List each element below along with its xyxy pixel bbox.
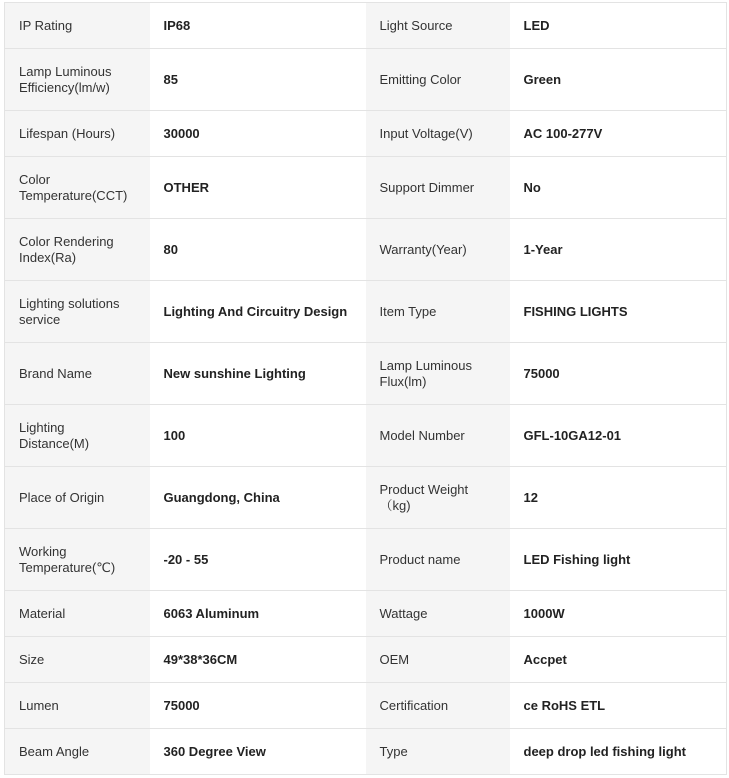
- table-row: [5, 219, 727, 281]
- spec-label: Lamp Luminous Flux(lm): [366, 343, 510, 405]
- spec-label: Size: [5, 637, 150, 683]
- spec-value: 1000W: [510, 591, 727, 637]
- spec-value: 85: [150, 49, 366, 111]
- spec-label: Lamp Luminous Efficiency(lm/w): [5, 49, 150, 111]
- spec-table: [4, 2, 727, 775]
- spec-value: No: [510, 157, 727, 219]
- spec-label: Product Weight（kg): [366, 467, 510, 529]
- spec-label: Warranty(Year): [366, 219, 510, 281]
- spec-value: -20 - 55: [150, 529, 366, 591]
- spec-value: AC 100-277V: [510, 111, 727, 157]
- spec-value: Lighting And Circuitry Design: [150, 281, 366, 343]
- table-row: [5, 3, 727, 49]
- table-row: [5, 637, 727, 683]
- spec-label: Certification: [366, 683, 510, 729]
- spec-label: Model Number: [366, 405, 510, 467]
- spec-label: Emitting Color: [366, 49, 510, 111]
- table-row: [5, 591, 727, 637]
- spec-value: Accpet: [510, 637, 727, 683]
- spec-value: ce RoHS ETL: [510, 683, 727, 729]
- spec-label: Lighting solutions service: [5, 281, 150, 343]
- spec-label: Wattage: [366, 591, 510, 637]
- spec-value: deep drop led fishing light: [510, 729, 727, 775]
- table-row: [5, 683, 727, 729]
- spec-label: Color Rendering Index(Ra): [5, 219, 150, 281]
- spec-value: 12: [510, 467, 727, 529]
- spec-label: Product name: [366, 529, 510, 591]
- table-row: [5, 405, 727, 467]
- spec-value: OTHER: [150, 157, 366, 219]
- spec-value: 75000: [150, 683, 366, 729]
- table-row: [5, 529, 727, 591]
- spec-value: 75000: [510, 343, 727, 405]
- spec-value: 1-Year: [510, 219, 727, 281]
- spec-value: Guangdong, China: [150, 467, 366, 529]
- spec-label: OEM: [366, 637, 510, 683]
- spec-value: 80: [150, 219, 366, 281]
- spec-value: New sunshine Lighting: [150, 343, 366, 405]
- spec-label: Light Source: [366, 3, 510, 49]
- spec-label: Color Temperature(CCT): [5, 157, 150, 219]
- spec-value: 6063 Aluminum: [150, 591, 366, 637]
- spec-value: FISHING LIGHTS: [510, 281, 727, 343]
- table-row: [5, 281, 727, 343]
- spec-label: Working Temperature(℃): [5, 529, 150, 591]
- spec-value: 100: [150, 405, 366, 467]
- table-row: [5, 111, 727, 157]
- spec-value: LED: [510, 3, 727, 49]
- spec-label: IP Rating: [5, 3, 150, 49]
- spec-label: Item Type: [366, 281, 510, 343]
- spec-value: 49*38*36CM: [150, 637, 366, 683]
- spec-value: Green: [510, 49, 727, 111]
- spec-label: Beam Angle: [5, 729, 150, 775]
- spec-label: Support Dimmer: [366, 157, 510, 219]
- table-row: [5, 157, 727, 219]
- spec-value: LED Fishing light: [510, 529, 727, 591]
- spec-value: IP68: [150, 3, 366, 49]
- spec-label: Brand Name: [5, 343, 150, 405]
- spec-value: 30000: [150, 111, 366, 157]
- table-row: [5, 49, 727, 111]
- spec-label: Lifespan (Hours): [5, 111, 150, 157]
- table-row: [5, 729, 727, 775]
- spec-value: 360 Degree View: [150, 729, 366, 775]
- spec-label: Lighting Distance(M): [5, 405, 150, 467]
- spec-label: Input Voltage(V): [366, 111, 510, 157]
- spec-label: Type: [366, 729, 510, 775]
- table-row: [5, 343, 727, 405]
- table-row: [5, 467, 727, 529]
- spec-value: GFL-10GA12-01: [510, 405, 727, 467]
- spec-label: Place of Origin: [5, 467, 150, 529]
- spec-label: Material: [5, 591, 150, 637]
- spec-label: Lumen: [5, 683, 150, 729]
